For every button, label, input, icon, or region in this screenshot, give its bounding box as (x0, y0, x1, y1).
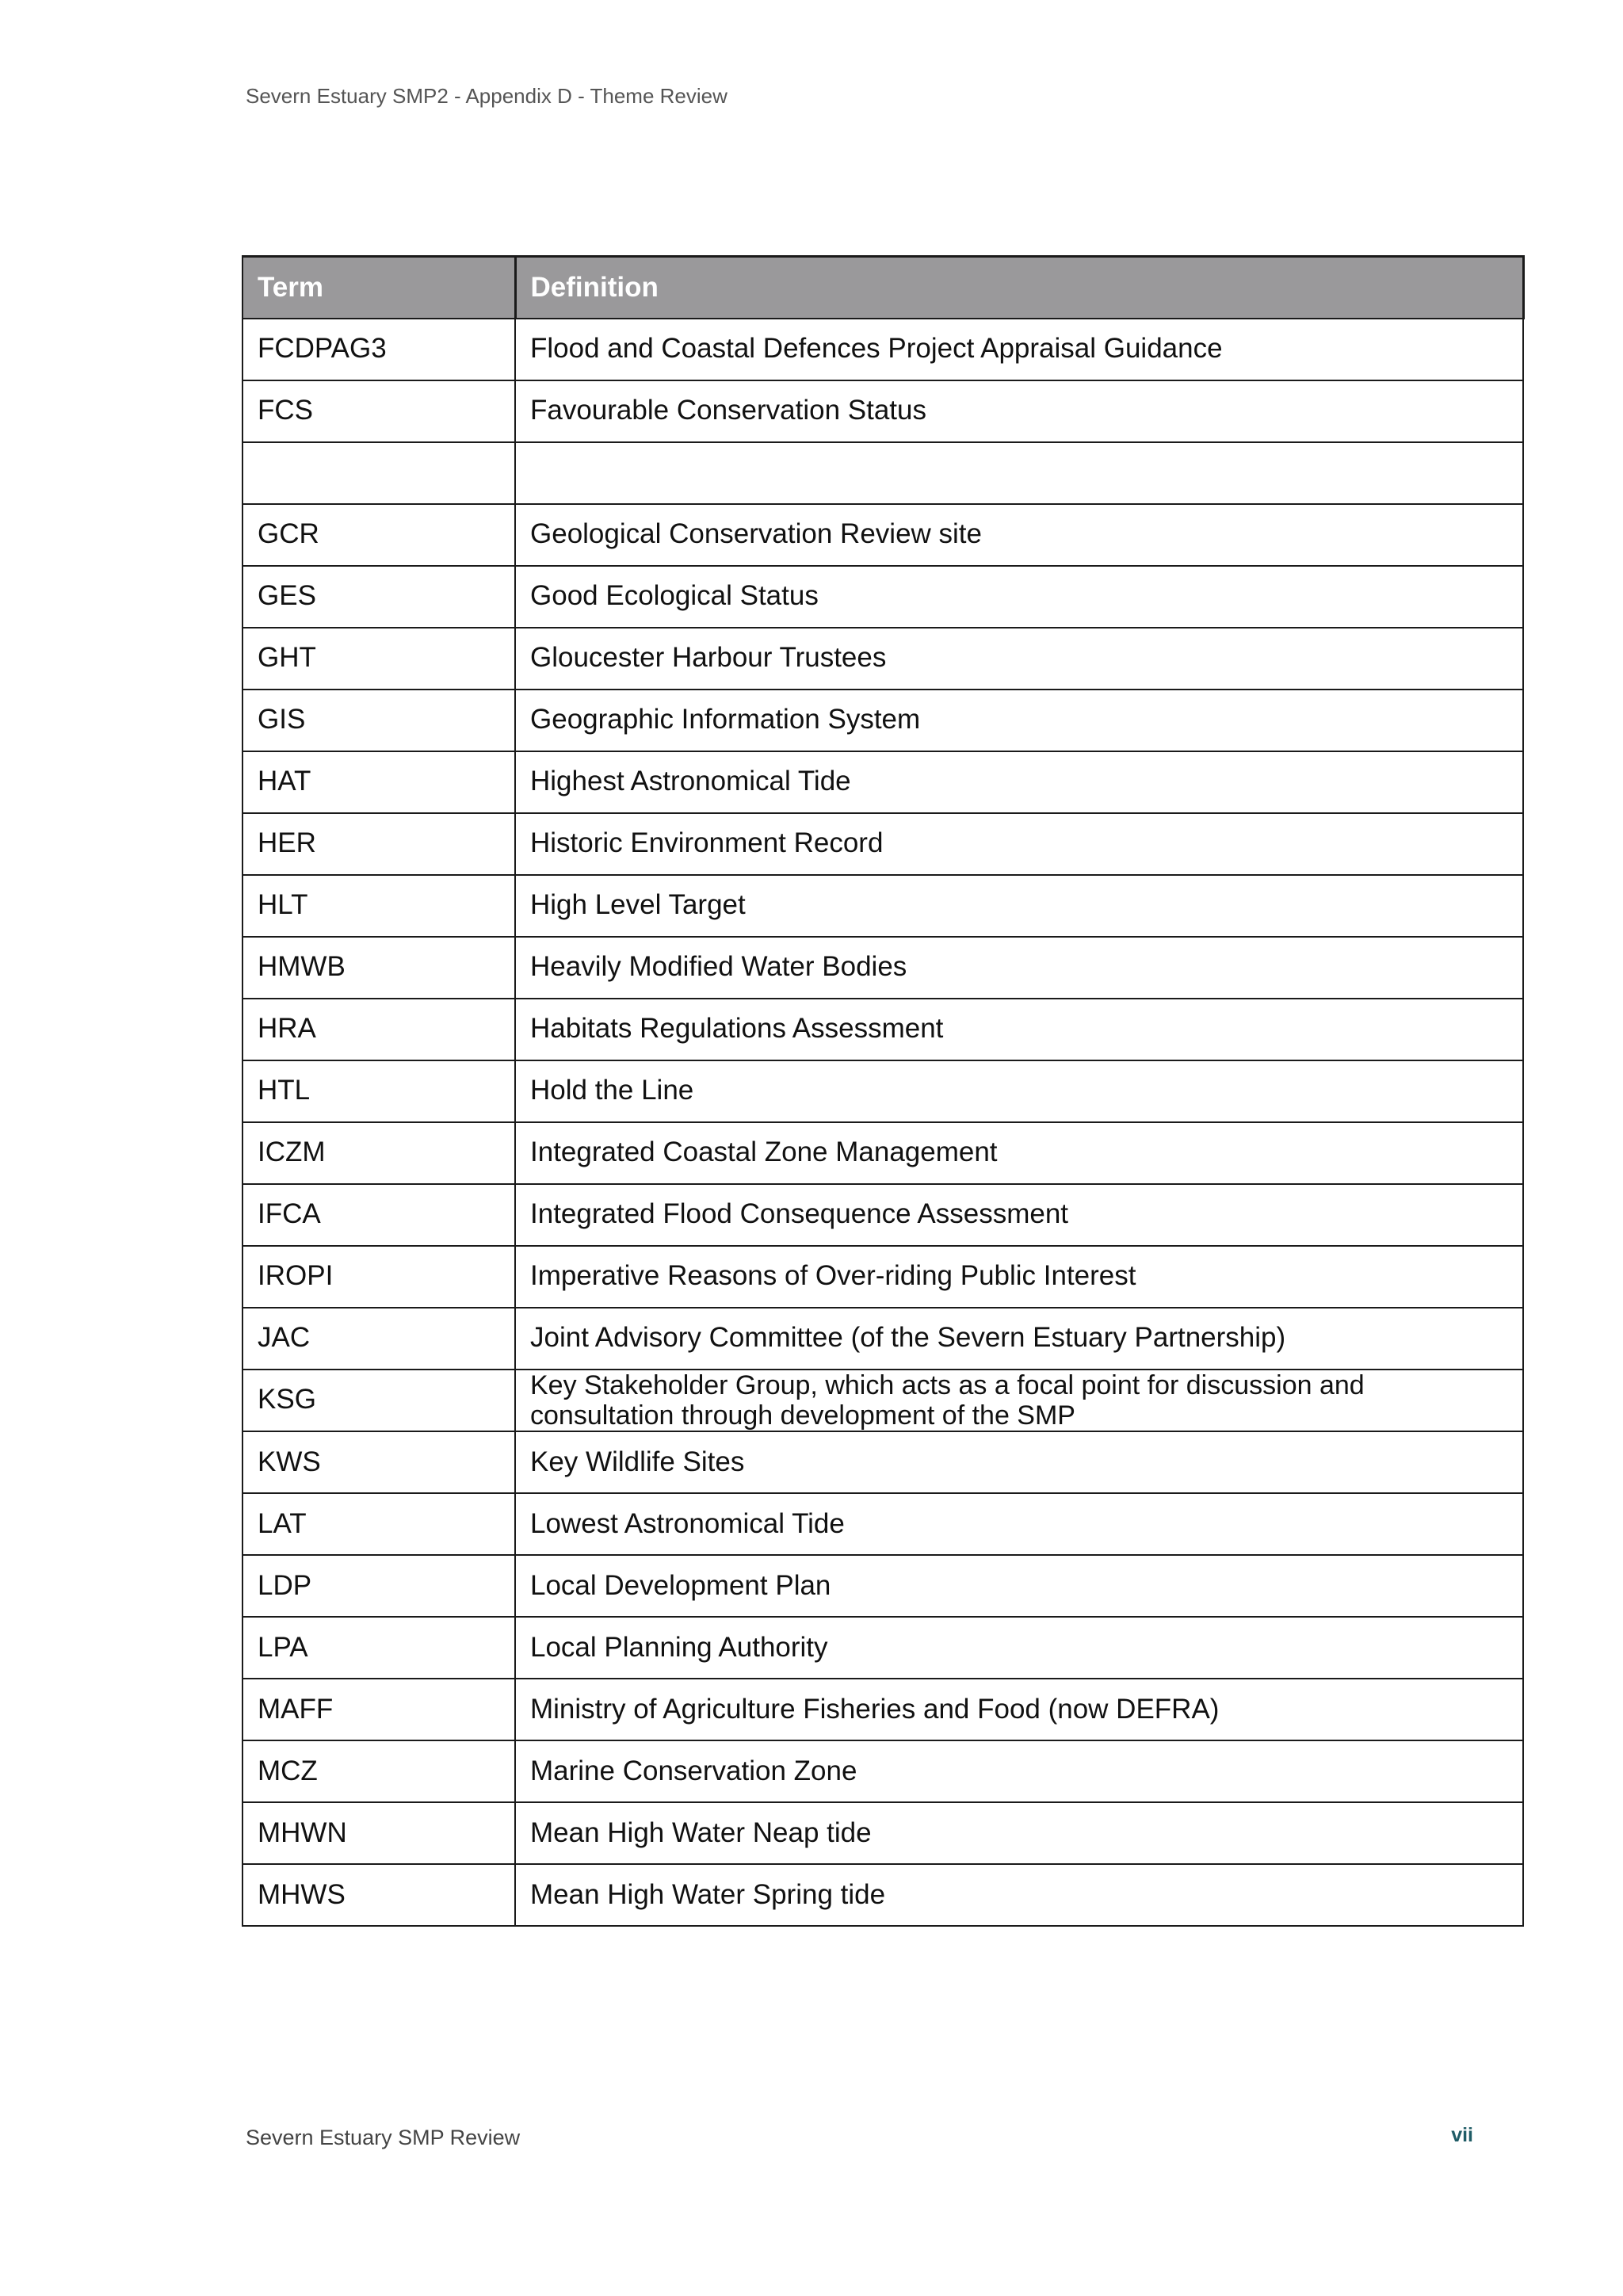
term-cell: LDP (242, 1555, 515, 1617)
table-row (242, 937, 1523, 999)
definition-cell: Imperative Reasons of Over-riding Public Interest (515, 1246, 1523, 1308)
term-cell: FCDPAG3 (242, 319, 515, 380)
definition-cell: Highest Astronomical Tide (515, 751, 1523, 813)
table-row (242, 380, 1523, 442)
term-cell: HRA (242, 999, 515, 1060)
table-row (242, 1740, 1523, 1802)
running-footer: Severn Estuary SMP Review (246, 2126, 521, 2149)
term-cell: IFCA (242, 1184, 515, 1246)
definition-cell: Mean High Water Neap tide (515, 1802, 1523, 1864)
table-row (242, 628, 1523, 690)
term-cell: KSG (242, 1370, 515, 1431)
definition-cell: Favourable Conservation Status (515, 380, 1523, 442)
column-header-term: Term (242, 257, 515, 319)
table-row (242, 1184, 1523, 1246)
definition-cell: Geological Conservation Review site (515, 504, 1523, 566)
definition-cell: Ministry of Agriculture Fisheries and Food (now DEFRA) (515, 1679, 1523, 1740)
table-row (242, 999, 1523, 1060)
table-row (242, 1679, 1523, 1740)
term-cell: ICZM (242, 1122, 515, 1184)
term-cell: MHWN (242, 1802, 515, 1864)
definition-cell: Local Planning Authority (515, 1617, 1523, 1679)
definition-cell: Lowest Astronomical Tide (515, 1493, 1523, 1555)
page-number: vii (1451, 2124, 1473, 2146)
table-row (242, 1370, 1523, 1431)
term-cell: GIS (242, 690, 515, 751)
term-cell: IROPI (242, 1246, 515, 1308)
term-cell: JAC (242, 1308, 515, 1370)
table-row (242, 1555, 1523, 1617)
term-cell (242, 442, 515, 504)
table-row (242, 813, 1523, 875)
definition-cell: Good Ecological Status (515, 566, 1523, 628)
definition-cell: Key Wildlife Sites (515, 1431, 1523, 1493)
definition-cell: Marine Conservation Zone (515, 1740, 1523, 1802)
glossary-body (242, 319, 1523, 1926)
definition-cell: Mean High Water Spring tide (515, 1864, 1523, 1926)
definition-cell: High Level Target (515, 875, 1523, 937)
table-row (242, 1122, 1523, 1184)
term-cell: FCS (242, 380, 515, 442)
term-cell: GCR (242, 504, 515, 566)
table-row (242, 442, 1523, 504)
term-cell: HLT (242, 875, 515, 937)
column-header-definition: Definition (515, 257, 1523, 319)
definition-cell: Local Development Plan (515, 1555, 1523, 1617)
term-cell: GHT (242, 628, 515, 690)
table-row (242, 566, 1523, 628)
definition-cell: Integrated Flood Consequence Assessment (515, 1184, 1523, 1246)
table-row (242, 1431, 1523, 1493)
definition-cell: Flood and Coastal Defences Project Appraisal Guidance (515, 319, 1523, 380)
term-cell: MAFF (242, 1679, 515, 1740)
term-cell: HTL (242, 1060, 515, 1122)
definition-cell: Habitats Regulations Assessment (515, 999, 1523, 1060)
definition-cell: Gloucester Harbour Trustees (515, 628, 1523, 690)
table-row (242, 1493, 1523, 1555)
term-cell: LAT (242, 1493, 515, 1555)
term-cell: KWS (242, 1431, 515, 1493)
definition-cell: Key Stakeholder Group, which acts as a focal point for discussion and consultation through development of the SMP (515, 1370, 1523, 1431)
table-header-row (242, 257, 1523, 319)
term-cell: LPA (242, 1617, 515, 1679)
definition-cell (515, 442, 1523, 504)
definition-cell: Geographic Information System (515, 690, 1523, 751)
table-row (242, 1802, 1523, 1864)
table-row (242, 504, 1523, 566)
table-row (242, 319, 1523, 380)
running-header: Severn Estuary SMP2 - Appendix D - Theme Review (246, 84, 727, 108)
table-row (242, 1864, 1523, 1926)
definition-cell: Hold the Line (515, 1060, 1523, 1122)
table-row (242, 1246, 1523, 1308)
term-cell: MHWS (242, 1864, 515, 1926)
term-cell: HMWB (242, 937, 515, 999)
term-cell: HER (242, 813, 515, 875)
table-row (242, 875, 1523, 937)
table-row (242, 751, 1523, 813)
definition-cell: Joint Advisory Committee (of the Severn Estuary Partnership) (515, 1308, 1523, 1370)
glossary-table (242, 255, 1525, 1927)
table-row (242, 1060, 1523, 1122)
term-cell: HAT (242, 751, 515, 813)
definition-cell: Historic Environment Record (515, 813, 1523, 875)
term-cell: GES (242, 566, 515, 628)
term-cell: MCZ (242, 1740, 515, 1802)
table-row (242, 1308, 1523, 1370)
table-row (242, 690, 1523, 751)
definition-cell: Integrated Coastal Zone Management (515, 1122, 1523, 1184)
definition-cell: Heavily Modified Water Bodies (515, 937, 1523, 999)
table-row (242, 1617, 1523, 1679)
